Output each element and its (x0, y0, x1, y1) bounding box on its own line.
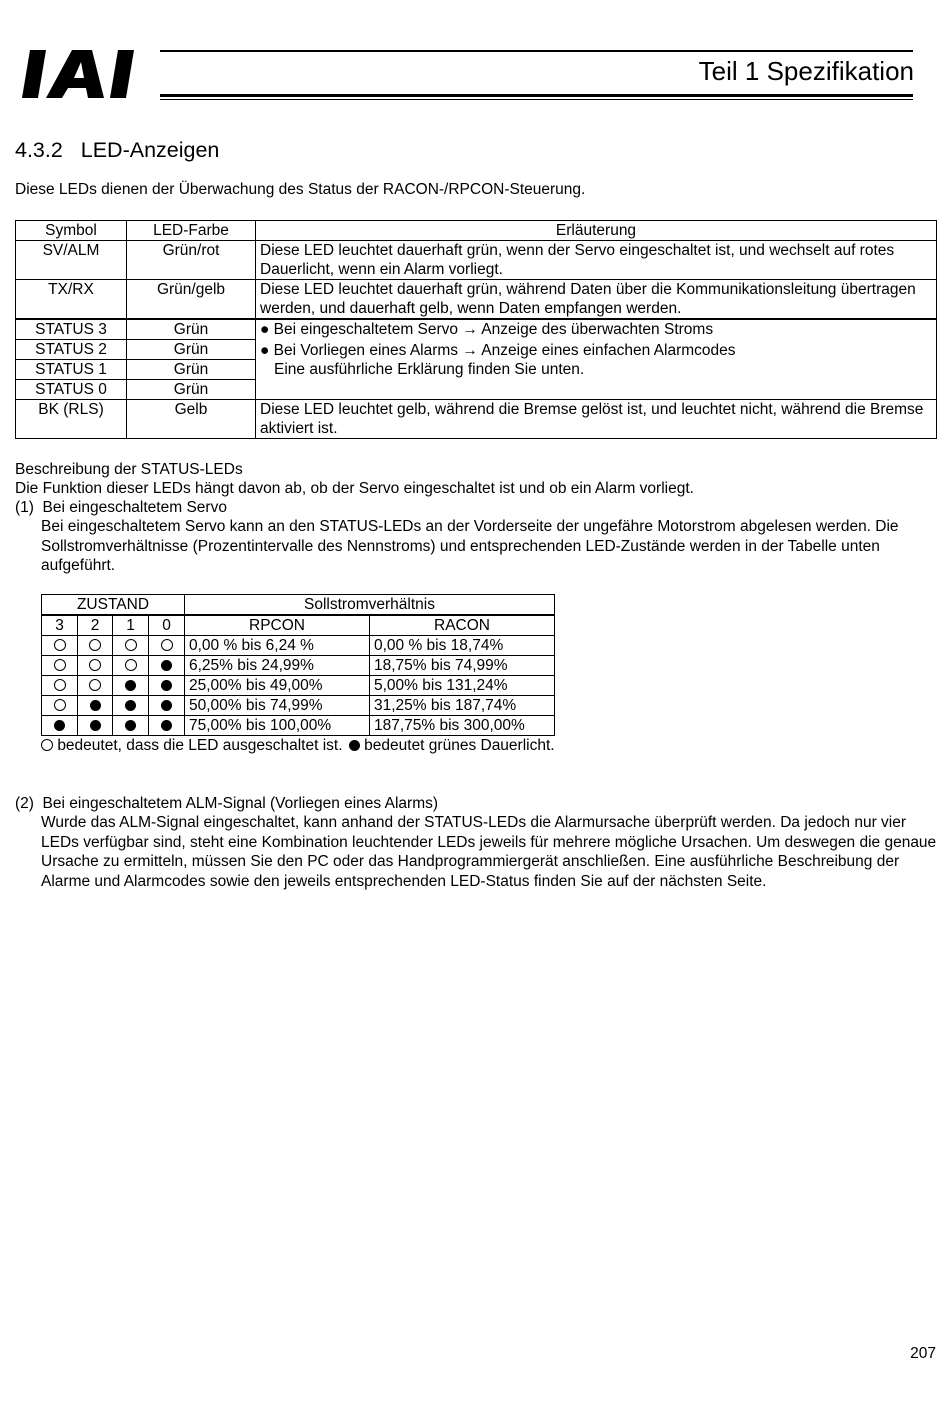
led-state-cell (78, 656, 113, 676)
legend-on-text: bedeutet grünes Dauerlicht. (364, 737, 555, 754)
color-cell: Grün (127, 380, 256, 400)
racon-cell: 0,00 % bis 18,74% (370, 636, 555, 656)
status-table-row (42, 656, 555, 676)
symbol-cell: TX/RX (16, 280, 127, 320)
led-on-icon (161, 660, 172, 671)
color-cell: Grün (127, 340, 256, 360)
color-cell: Grün (127, 360, 256, 380)
table-row (16, 400, 937, 439)
intro-text: Diese LEDs dienen der Überwachung des Status der RACON-/RPCON-Steuerung. (15, 181, 586, 198)
status-bullet-alarm: ● Bei Vorliegen eines Alarms → Anzeige eines einfachen Alarmcodes (260, 342, 736, 359)
header-rule-bottom (160, 94, 913, 97)
led-state-cell (149, 696, 185, 716)
led-state-cell (149, 656, 185, 676)
led-off-icon (161, 639, 173, 651)
led-state-cell (113, 656, 149, 676)
led-off-icon (89, 659, 101, 671)
symbol-cell: SV/ALM (16, 241, 127, 280)
led-on-icon (90, 720, 101, 731)
led-state-cell (78, 636, 113, 656)
status-note: Eine ausführliche Erklärung finden Sie unten. (274, 361, 585, 378)
led-state-cell (149, 716, 185, 736)
led-on-icon (161, 680, 172, 691)
led-off-icon (41, 739, 53, 751)
header-rule-bottom-thin (160, 99, 913, 100)
led-on-icon (161, 700, 172, 711)
led-state-cell (42, 716, 78, 736)
section-title: 4.3.2 LED-Anzeigen (15, 138, 220, 162)
led-state-cell (42, 676, 78, 696)
header-symbol: Symbol (16, 221, 127, 241)
header-rule-top (160, 50, 913, 52)
rpcon-cell: 25,00% bis 49,00% (185, 676, 370, 696)
led-on-icon (125, 720, 136, 731)
table-row (16, 319, 937, 340)
header-racon: RACON (370, 615, 555, 636)
status-table-row (42, 696, 555, 716)
led-off-icon (54, 659, 66, 671)
status-group-header-row (42, 595, 555, 616)
symbol-cell: BK (RLS) (16, 400, 127, 439)
header-led-1: 1 (113, 615, 149, 636)
header-rpcon: RPCON (185, 615, 370, 636)
header-led-2: 2 (78, 615, 113, 636)
page-number: 207 (910, 1345, 936, 1362)
rpcon-cell: 0,00 % bis 6,24 % (185, 636, 370, 656)
status-table (41, 594, 555, 736)
header-sollstrom: Sollstromverhältnis (185, 595, 555, 616)
led-off-icon (54, 639, 66, 651)
racon-cell: 31,25% bis 187,74% (370, 696, 555, 716)
status-desc-cell (256, 319, 937, 400)
desc-cell: Diese LED leuchtet dauerhaft grün, während Daten über die Kommunikationsleitung übertragen werden, und dauerhaft gelb, wenn Daten empfangen werden. (256, 280, 937, 320)
legend-off-text: bedeutet, dass die LED ausgeschaltet ist. (57, 737, 343, 754)
racon-cell: 5,00% bis 131,24% (370, 676, 555, 696)
header-explanation: Erläuterung (256, 221, 937, 241)
color-cell: Gelb (127, 400, 256, 439)
item1-text: Bei eingeschaltetem Servo kann an den STATUS-LEDs an der Vorderseite der ungefähre Motorstrom abgelesen werden. Die Sollstromverhältnisse (Prozentintervalle des Nennstroms) und entsprechenden LED-Zustände werden in der Tabelle unten aufgeführt. (41, 518, 899, 574)
table-row (16, 241, 937, 280)
status-bullet-servo: ● Bei eingeschaltetem Servo → Anzeige des überwachten Stroms (260, 321, 714, 338)
color-cell: Grün/gelb (127, 280, 256, 320)
racon-cell: 18,75% bis 74,99% (370, 656, 555, 676)
desc-cell: Diese LED leuchtet dauerhaft grün, wenn der Servo eingeschaltet ist, und wechselt auf rotes Dauerlicht, wenn ein Alarm vorliegt. (256, 241, 937, 280)
status-line: Die Funktion dieser LEDs hängt davon ab, ob der Servo eingeschaltet ist und ob ein Alarm vorliegt. (15, 480, 694, 497)
item2-title: (2) Bei eingeschaltetem ALM-Signal (Vorliegen eines Alarms) (15, 795, 439, 812)
table-row (16, 280, 937, 320)
led-state-cell (149, 636, 185, 656)
desc-cell: Diese LED leuchtet gelb, während die Bremse gelöst ist, und leuchtet nicht, während die Bremse aktiviert ist. (256, 400, 937, 439)
status-sub-header-row (42, 615, 555, 636)
status-heading: Beschreibung der STATUS-LEDs (15, 461, 243, 478)
status-table-row (42, 676, 555, 696)
led-table (15, 220, 937, 439)
led-on-icon (90, 700, 101, 711)
led-state-cell (113, 716, 149, 736)
chapter-title: Teil 1 Spezifikation (698, 56, 914, 86)
led-off-icon (89, 639, 101, 651)
led-on-icon (125, 700, 136, 711)
header-zustand: ZUSTAND (42, 595, 185, 616)
led-on-icon (54, 720, 65, 731)
led-state-cell (78, 716, 113, 736)
led-state-cell (113, 676, 149, 696)
header-led-0: 0 (149, 615, 185, 636)
led-on-icon (161, 720, 172, 731)
led-state-cell (113, 636, 149, 656)
led-off-icon (89, 679, 101, 691)
table-header-row (16, 221, 937, 241)
header-led-3: 3 (42, 615, 78, 636)
item2-text: Wurde das ALM-Signal eingeschaltet, kann anhand der STATUS-LEDs die Alarmursache überprüft werden. Da jedoch nur vier LEDs verfügbar sind, steht eine Kombination leuchtender LEDs jeweils für mehrere mögliche Ursachen. Um deswegen die genaue Ursache zu ermitteln, müssen Sie den PC oder das Handprogrammiergerät anschließen. Eine ausführliche Beschreibung der Alarme und Alarmcodes sowie den jeweils entsprechenden LED-Status finden Sie auf der nächsten Seite. (41, 814, 937, 890)
status-table-row (42, 636, 555, 656)
led-off-icon (125, 659, 137, 671)
led-state-cell (42, 636, 78, 656)
rpcon-cell: 50,00% bis 74,99% (185, 696, 370, 716)
led-state-cell (149, 676, 185, 696)
led-off-icon (125, 639, 137, 651)
rpcon-cell: 6,25% bis 24,99% (185, 656, 370, 676)
led-off-icon (54, 699, 66, 711)
color-cell: Grün (127, 319, 256, 340)
led-state-cell (78, 696, 113, 716)
symbol-cell: STATUS 2 (16, 340, 127, 360)
led-on-icon (349, 740, 360, 751)
led-state-cell (78, 676, 113, 696)
symbol-cell: STATUS 3 (16, 319, 127, 340)
iai-logo (22, 48, 162, 100)
header-led-color: LED-Farbe (127, 221, 256, 241)
led-legend (41, 737, 555, 755)
led-state-cell (42, 696, 78, 716)
led-on-icon (125, 680, 136, 691)
led-off-icon (54, 679, 66, 691)
led-state-cell (113, 696, 149, 716)
led-state-cell (42, 656, 78, 676)
symbol-cell: STATUS 0 (16, 380, 127, 400)
rpcon-cell: 75,00% bis 100,00% (185, 716, 370, 736)
item1-title: (1) Bei eingeschaltetem Servo (15, 499, 227, 516)
racon-cell: 187,75% bis 300,00% (370, 716, 555, 736)
status-table-row (42, 716, 555, 736)
color-cell: Grün/rot (127, 241, 256, 280)
symbol-cell: STATUS 1 (16, 360, 127, 380)
